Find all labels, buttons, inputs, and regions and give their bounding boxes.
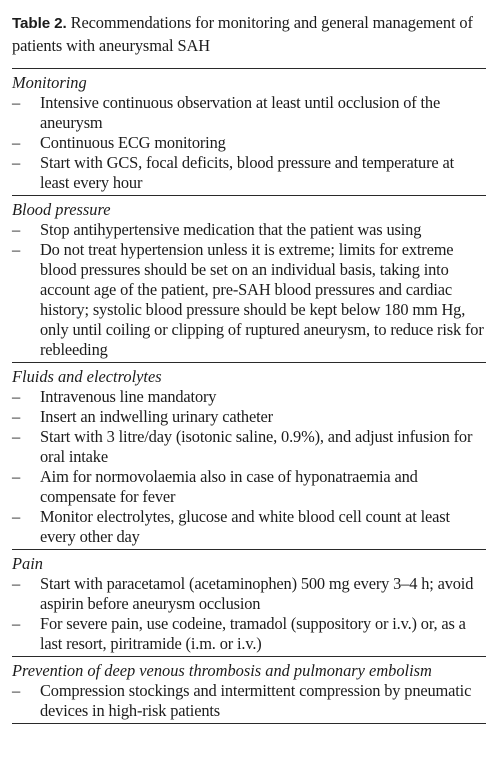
bullet-dash: –: [12, 407, 21, 426]
bullet-dash: –: [12, 574, 21, 593]
recommendation-list: [12, 574, 486, 654]
section-title: Blood pressure: [12, 200, 111, 219]
list-item: [12, 507, 486, 547]
list-item: [12, 427, 486, 467]
list-item: [12, 93, 486, 133]
recommendation-list: [12, 387, 486, 547]
table-section: [12, 69, 486, 195]
bullet-dash: –: [12, 681, 21, 700]
list-item: [12, 407, 486, 427]
item-text: Compression stockings and intermittent compression by pneumatic devices in high-risk patients: [40, 681, 472, 720]
list-item: [12, 681, 486, 721]
bullet-dash: –: [12, 153, 21, 172]
section-title: Pain: [12, 554, 43, 573]
item-text: Start with GCS, focal deficits, blood pressure and temperature at least every hour: [40, 153, 455, 192]
section-title: Fluids and electrolytes: [12, 367, 162, 386]
table-section: [12, 363, 486, 549]
bullet-dash: –: [12, 387, 21, 406]
table-bottom-rule: [12, 723, 486, 724]
table-section: [12, 196, 486, 362]
table-section: [12, 550, 486, 656]
bullet-dash: –: [12, 93, 21, 112]
list-item: [12, 467, 486, 507]
bullet-dash: –: [12, 133, 21, 152]
caption-label: Table 2.: [12, 15, 67, 32]
list-item: [12, 387, 486, 407]
section-title: Monitoring: [12, 73, 87, 92]
recommendation-list: [12, 220, 486, 360]
list-item: [12, 133, 486, 153]
item-text: Monitor electrolytes, glucose and white blood cell count at least every other day: [40, 507, 450, 546]
bullet-dash: –: [12, 427, 21, 446]
item-text: Insert an indwelling urinary catheter: [40, 407, 273, 426]
bullet-dash: –: [12, 467, 21, 486]
list-item: [12, 614, 486, 654]
bullet-dash: –: [12, 614, 21, 633]
list-item: [12, 574, 486, 614]
item-text: Start with paracetamol (acetaminophen) 500 mg every 3–4 h; avoid aspirin before aneurysm occlusion: [40, 574, 474, 613]
item-text: Aim for normovolaemia also in case of hyponatraemia and compensate for fever: [40, 467, 418, 506]
list-item: [12, 240, 486, 360]
recommendation-list: [12, 681, 486, 721]
bullet-dash: –: [12, 507, 21, 526]
table-caption: [12, 12, 486, 57]
item-text: For severe pain, use codeine, tramadol (suppository or i.v.) or, as a last resort, piritramide (i.m. or i.v.): [40, 614, 466, 653]
bullet-dash: –: [12, 240, 21, 259]
caption-text: Recommendations for monitoring and general management of patients with aneurysmal SAH: [12, 13, 473, 55]
recommendation-list: [12, 93, 486, 193]
item-text: Continuous ECG monitoring: [40, 133, 226, 152]
item-text: Stop antihypertensive medication that the patient was using: [40, 220, 422, 239]
section-title: Prevention of deep venous thrombosis and pulmonary embolism: [12, 661, 432, 680]
list-item: [12, 220, 486, 240]
item-text: Do not treat hypertension unless it is extreme; limits for extreme blood pressures should be set on an individual basis, taking into account age of the patient, pre-SAH blood pressures and cardiac history; systolic blood pressure should be kept below 180 mm Hg, only until coiling or clipping of ruptured aneurysm, to reduce risk for rebleeding: [40, 240, 484, 359]
table-body: [12, 69, 486, 724]
list-item: [12, 153, 486, 193]
item-text: Intravenous line mandatory: [40, 387, 217, 406]
item-text: Intensive continuous observation at least until occlusion of the aneurysm: [40, 93, 441, 132]
table-section: [12, 657, 486, 723]
bullet-dash: –: [12, 220, 21, 239]
item-text: Start with 3 litre/day (isotonic saline, 0.9%), and adjust infusion for oral intake: [40, 427, 473, 466]
